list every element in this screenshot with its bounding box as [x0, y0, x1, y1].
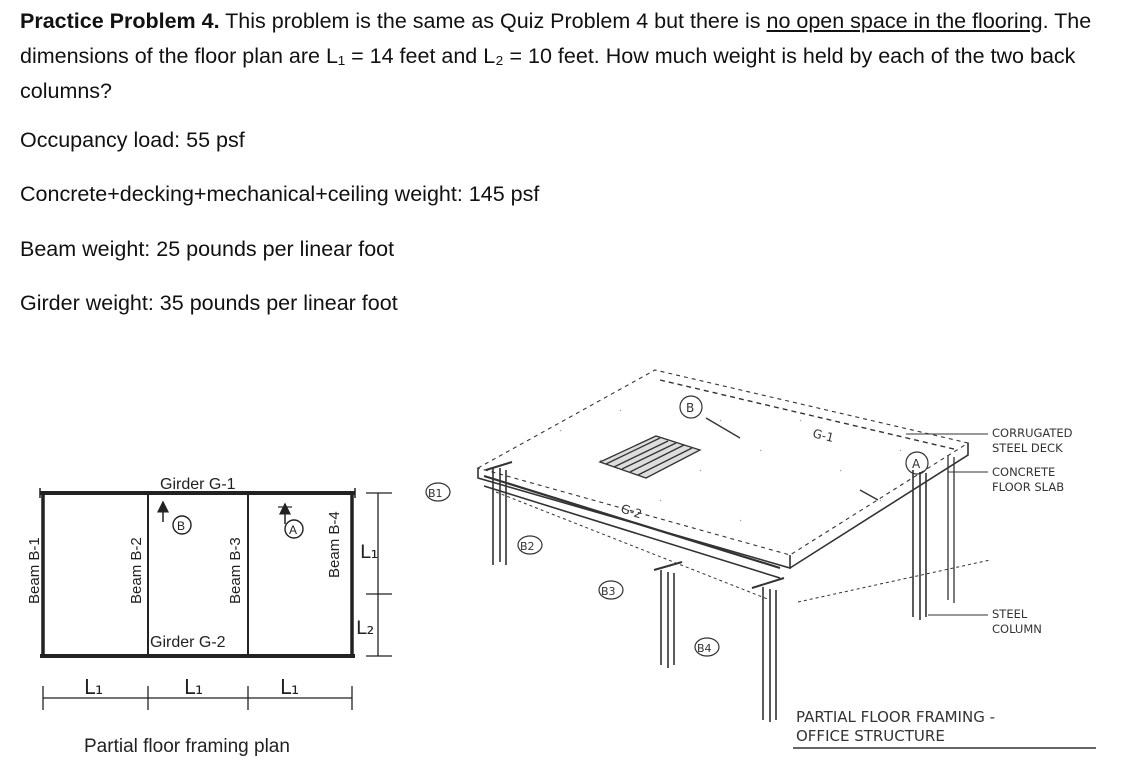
dim-label-l1-c: L₁: [280, 675, 300, 699]
note-slab-line-2: FLOOR SLAB: [992, 480, 1065, 494]
label-beam-b4: Beam B-4: [326, 511, 343, 578]
note-column-line-2: COLUMN: [992, 622, 1042, 636]
isometric-labels: [428, 401, 1073, 745]
problem-sentence-2: The dimensions of the floor plan are L₁ = 14 feet and L₂ = 10 feet. How much weight is held by each of the two back columns?: [20, 9, 1092, 103]
tag-g1: G-1: [811, 426, 836, 446]
floor-plan-labels: [26, 476, 378, 757]
problem-sentence-1-post: .: [1042, 9, 1049, 33]
label-beam-b3: Beam B-3: [227, 537, 244, 604]
note-deck-line-2: STEEL DECK: [992, 441, 1063, 455]
label-girder-g1: Girder G-1: [160, 476, 236, 493]
marker-b-text: B: [177, 519, 186, 533]
note-column-line-1: STEEL: [992, 607, 1028, 621]
floor-slab-outline: [478, 370, 968, 555]
iso-caption-line-2: OFFICE STRUCTURE: [796, 727, 945, 745]
note-slab-line-1: CONCRETE: [992, 465, 1056, 479]
tag-b1: B1: [428, 487, 443, 500]
dim-label-l1-vertical: L₁: [360, 541, 379, 563]
load-occupancy: Occupancy load: 55 psf: [20, 128, 245, 152]
corrugated-deck-patch: [600, 436, 700, 478]
label-beam-b2: Beam B-2: [128, 537, 145, 604]
marker-a-text: A: [289, 523, 298, 537]
label-beam-b1: Beam B-1: [26, 537, 43, 604]
load-beam: Beam weight: 25 pounds per linear foot: [20, 237, 395, 261]
note-deck-line-1: CORRUGATED: [992, 426, 1073, 440]
label-girder-g2: Girder G-2: [150, 634, 226, 651]
tag-b3: B3: [601, 585, 616, 598]
problem-sentence-1-pre: This problem is the same as Quiz Problem 4 but there is: [225, 9, 767, 33]
tag-g2: G-2: [619, 501, 644, 522]
problem-title: Practice Problem 4.: [20, 9, 220, 33]
dim-label-l1-a: L₁: [84, 675, 104, 699]
tag-a: A: [912, 457, 921, 471]
load-girder: Girder weight: 35 pounds per linear foot: [20, 291, 398, 315]
tag-b2: B2: [520, 540, 535, 553]
dim-label-l2: L₂: [356, 617, 375, 639]
steel-columns: [493, 455, 954, 722]
back-column: [913, 470, 926, 620]
tag-b4: B4: [697, 642, 712, 655]
iso-caption-line-1: PARTIAL FLOOR FRAMING -: [796, 708, 995, 726]
load-dead: Concrete+decking+mechanical+ceiling weight: 145 psf: [20, 182, 540, 206]
dim-label-l1-b: L₁: [184, 675, 204, 699]
tag-b: B: [686, 401, 695, 415]
plan-caption: Partial floor framing plan: [84, 736, 290, 757]
problem-underlined-phrase: no open space in the flooring: [766, 9, 1043, 33]
